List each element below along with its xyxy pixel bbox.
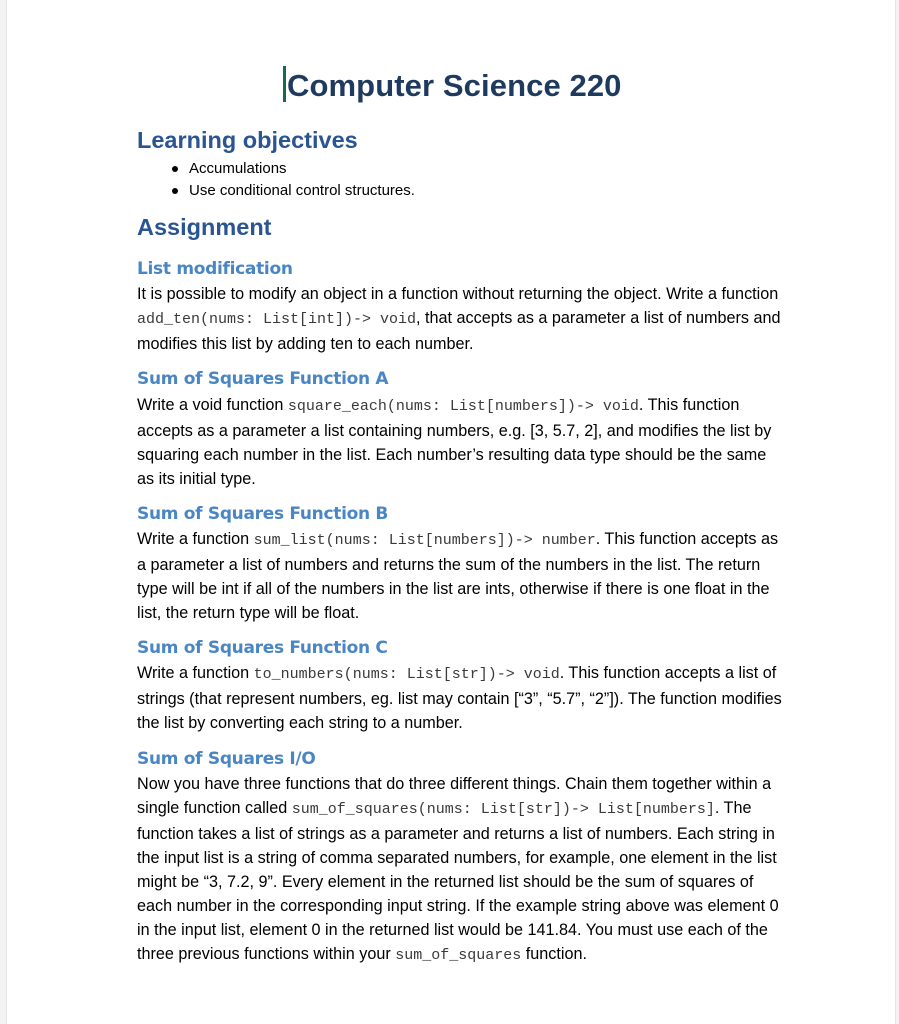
paragraph-text: Write a void function	[137, 396, 288, 414]
section-heading-function-b: Sum of Squares Function B	[137, 504, 389, 524]
section-paragraph-function-c	[137, 661, 787, 735]
code-signature: square_each(nums: List[numbers])-> void	[287, 398, 639, 415]
section-heading-function-a: Sum of Squares Function A	[137, 369, 389, 389]
objective-text: Accumulations	[189, 160, 287, 177]
paragraph-text: function.	[521, 945, 587, 963]
code-signature: add_ten(nums: List[int])-> void	[137, 311, 417, 328]
section-heading-function-c: Sum of Squares Function C	[137, 638, 388, 658]
list-item	[137, 180, 415, 202]
code-function-name: sum_of_squares	[395, 947, 522, 964]
objective-text: Use conditional control structures.	[189, 182, 415, 199]
paragraph-text: . This function accepts as a parameter a list of numbers and returns the sum of the numbers in the list. The return type will be int if all of the numbers in the list are ints, otherwise if there is one float in the list, the return type will be float.	[137, 530, 779, 622]
assignment-heading: Assignment	[137, 214, 272, 240]
paragraph-text: . The function takes a list of strings as a parameter and returns a list of numbers. Each string in the input list is a string of comma separated numbers, for example, one element in the list might be “3, 7.2, 9”. Every element in the returned list should be the sum of squares of each number in the corresponding input string. If the example string above was element 0 in the input list, element 0 in the returned list would be 141.84. You must use each of the three previous functions within your	[137, 799, 779, 963]
code-signature: sum_of_squares(nums: List[str])-> List[numbers]	[291, 801, 715, 818]
section-heading-io: Sum of Squares I/O	[137, 749, 316, 769]
paragraph-text: . This function accepts as a parameter a list containing numbers, e.g. [3, 5.7, 2], and modifies the list by squaring each number in the list. Each number’s resulting data type should be the same as its initial type.	[137, 396, 772, 488]
objectives-list	[137, 158, 415, 202]
learning-objectives-heading: Learning objectives	[137, 127, 358, 153]
list-item	[137, 158, 415, 180]
document-title[interactable]	[287, 68, 622, 104]
paragraph-text: , that accepts as a parameter a list of numbers and modifies this list by adding ten to each number.	[137, 309, 781, 353]
code-signature: sum_list(nums: List[numbers])-> number	[253, 532, 596, 549]
section-paragraph-io	[137, 772, 787, 968]
section-paragraph-function-b	[137, 527, 787, 625]
section-paragraph-function-a	[137, 393, 787, 491]
text-cursor	[283, 66, 286, 102]
bullet-icon	[172, 188, 178, 194]
section-heading-list-modification: List modification	[137, 259, 293, 279]
document-page	[6, 0, 896, 1024]
bullet-icon	[172, 166, 178, 172]
paragraph-text: Write a function	[137, 530, 254, 548]
section-paragraph-list-modification	[137, 282, 787, 356]
document-title-text: Computer Science 220	[287, 68, 622, 103]
paragraph-text: Now you have three functions that do three different things. Chain them together within a single function called	[137, 775, 772, 817]
paragraph-text: It is possible to modify an object in a function without returning the object. Write a function	[137, 285, 779, 303]
code-signature: to_numbers(nums: List[str])-> void	[253, 666, 560, 683]
paragraph-text: . This function accepts a list of strings (that represent numbers, eg. list may contain [“3”, “5.7”, “2”]). The function modifies the list by converting each string to a number.	[137, 664, 782, 732]
paragraph-text: Write a function	[137, 664, 254, 682]
